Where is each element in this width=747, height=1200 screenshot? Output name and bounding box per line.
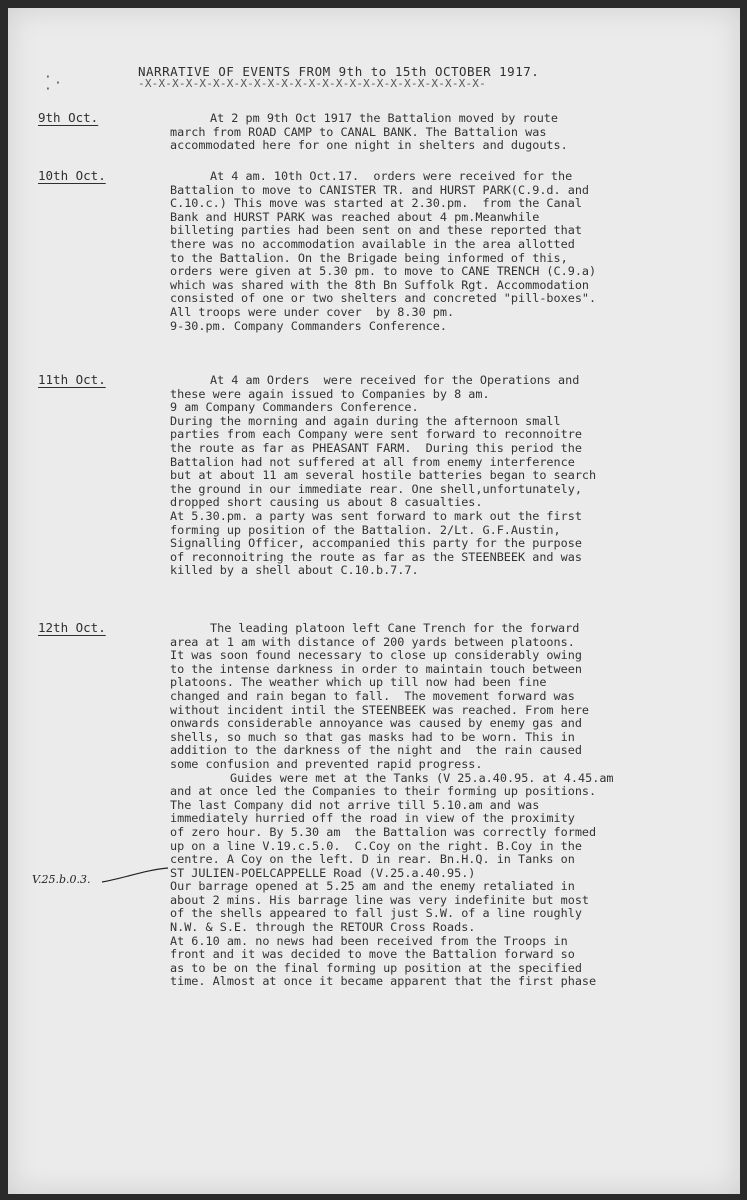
text-line: At 6.10 am. no news had been received from the Troops in bbox=[170, 933, 568, 948]
text-line: which was shared with the 8th Bn Suffolk Rgt. Accommodation bbox=[170, 277, 590, 292]
document-title: NARRATIVE OF EVENTS FROM 9th to 15th OCTOBER 1917. bbox=[138, 64, 540, 79]
title-block bbox=[138, 64, 539, 90]
text-line: to the intense darkness in order to maintain touch between bbox=[170, 661, 582, 676]
text-line: At 2 pm 9th Oct 1917 the Battalion moved by route bbox=[210, 111, 559, 125]
entry-body bbox=[170, 112, 740, 153]
text-line: At 5.30.pm. a party was sent forward to mark out the first bbox=[170, 508, 582, 523]
title-rule: -X-X-X-X-X-X-X-X-X-X-X-X-X-X-X-X-X-X-X-X-X-X-X-X-X- bbox=[138, 77, 486, 90]
text-line: platoons. The weather which up till now had been fine bbox=[170, 675, 547, 690]
text-line: these were again issued to Companies by 8 am. bbox=[170, 386, 490, 401]
text-line: the route as far as PHEASANT FARM. During this period the bbox=[170, 440, 582, 455]
entry-date: 10th Oct. bbox=[38, 168, 106, 183]
text-line: the ground in our immediate rear. One shell,unfortunately, bbox=[170, 481, 582, 496]
hole-mark: · bbox=[44, 70, 52, 85]
text-line: there was no accommodation available in the area allotted bbox=[170, 236, 575, 251]
hole-mark: · bbox=[44, 82, 52, 97]
text-line: to the Battalion. On the Brigade being informed of this, bbox=[170, 250, 568, 265]
text-line: Signalling Officer, accompanied this party for the purpose bbox=[170, 536, 582, 551]
text-line: Battalion had not suffered at all from enemy interference bbox=[170, 454, 575, 469]
text-line: and at once led the Companies to their forming up positions. bbox=[170, 784, 597, 799]
text-line: immediately hurried off the road in view of the proximity bbox=[170, 811, 575, 826]
text-line: addition to the darkness of the night and the rain caused bbox=[170, 743, 582, 758]
text-line: of the shells appeared to fall just S.W. of a line roughly bbox=[170, 906, 582, 921]
entry-date: 11th Oct. bbox=[38, 372, 106, 387]
text-line: At 4 am Orders were received for the Operations and bbox=[210, 373, 580, 387]
text-line: 9 am Company Commanders Conference. bbox=[170, 400, 419, 415]
text-line: time. Almost at once it became apparent that the first phase bbox=[170, 974, 597, 989]
text-line: front and it was decided to move the Battalion forward so bbox=[170, 947, 575, 962]
text-line: some confusion and prevented rapid progress. bbox=[170, 756, 483, 771]
text-line: During the morning and again during the afternoon small bbox=[170, 413, 561, 428]
text-line: of zero hour. By 5.30 am the Battalion was correctly formed bbox=[170, 824, 597, 839]
text-line: as to be on the final forming up position at the specified bbox=[170, 960, 582, 975]
text-line: accommodated here for one night in shelters and dugouts. bbox=[170, 138, 568, 153]
text-line: Guides were met at the Tanks (V 25.a.40.95. at 4.45.am bbox=[230, 770, 614, 785]
text-line: parties from each Company were sent forward to reconnoitre bbox=[170, 427, 582, 442]
text-line: At 4 am. 10th Oct.17. orders were received for the bbox=[210, 169, 573, 183]
text-line: billeting parties had been sent on and these reported that bbox=[170, 223, 582, 238]
margin-arrow-icon bbox=[100, 866, 170, 886]
text-line: C.10.c.) This move was started at 2.30.pm. from the Canal bbox=[170, 196, 582, 211]
text-line: orders were given at 5.30 pm. to move to CANE TRENCH (C.9.a) bbox=[170, 264, 597, 279]
text-line: centre. A Coy on the left. D in rear. Bn.H.Q. in Tanks on bbox=[170, 852, 575, 867]
text-line: without incident intil the STEENBEEK was reached. From here bbox=[170, 702, 590, 717]
text-line: Our barrage opened at 5.25 am and the enemy retaliated in bbox=[170, 879, 575, 894]
text-line: consisted of one or two shelters and concreted "pill-boxes". bbox=[170, 291, 597, 306]
text-line: All troops were under cover by 8.30 pm. bbox=[170, 304, 455, 319]
entry-body bbox=[170, 170, 740, 333]
text-line: The last Company did not arrive till 5.10.am and was bbox=[170, 797, 540, 812]
text-line: Bank and HURST PARK was reached about 4 pm.Meanwhile bbox=[170, 209, 540, 224]
text-line: up on a line V.19.c.5.0. C.Coy on the right. B.Coy in the bbox=[170, 838, 582, 853]
handwritten-margin-note: V.25.b.0.3. bbox=[32, 873, 91, 886]
text-line: forming up position of the Battalion. 2/Lt. G.F.Austin, bbox=[170, 522, 561, 537]
document-page bbox=[8, 8, 740, 1194]
entry-date: 9th Oct. bbox=[38, 110, 99, 125]
text-line: 9-30.pm. Company Commanders Conference. bbox=[170, 318, 447, 333]
text-line: ST JULIEN-POELCAPPELLE Road (V.25.a.40.95.) bbox=[170, 865, 476, 880]
text-line: changed and rain began to fall. The movement forward was bbox=[170, 688, 575, 703]
text-line: but at about 11 am several hostile batteries began to search bbox=[170, 468, 597, 483]
text-line: onwards considerable annoyance was caused by enemy gas and bbox=[170, 716, 582, 731]
entry-body bbox=[170, 622, 740, 989]
text-line: about 2 mins. His barrage line was very indefinite but most bbox=[170, 892, 590, 907]
text-line: The leading platoon left Cane Trench for the forward bbox=[210, 621, 580, 635]
text-line: dropped short causing us about 8 casualties. bbox=[170, 495, 483, 510]
text-line: Battalion to move to CANISTER TR. and HURST PARK(C.9.d. and bbox=[170, 182, 590, 197]
text-line: area at 1 am with distance of 200 yards between platoons. bbox=[170, 634, 575, 649]
text-line: of reconnoitring the route as far as the STEENBEEK and was bbox=[170, 549, 582, 564]
text-line: killed by a shell about C.10.b.7.7. bbox=[170, 563, 419, 578]
entry-body bbox=[170, 374, 740, 578]
text-line: march from ROAD CAMP to CANAL BANK. The Battalion was bbox=[170, 124, 547, 139]
text-line: It was soon found necessary to close up considerably owing bbox=[170, 648, 582, 663]
hole-mark: · bbox=[54, 76, 62, 91]
text-line: shells, so much so that gas masks had to be worn. This in bbox=[170, 729, 575, 744]
text-line: N.W. & S.E. through the RETOUR Cross Roads. bbox=[170, 920, 476, 935]
entry-date: 12th Oct. bbox=[38, 620, 106, 635]
